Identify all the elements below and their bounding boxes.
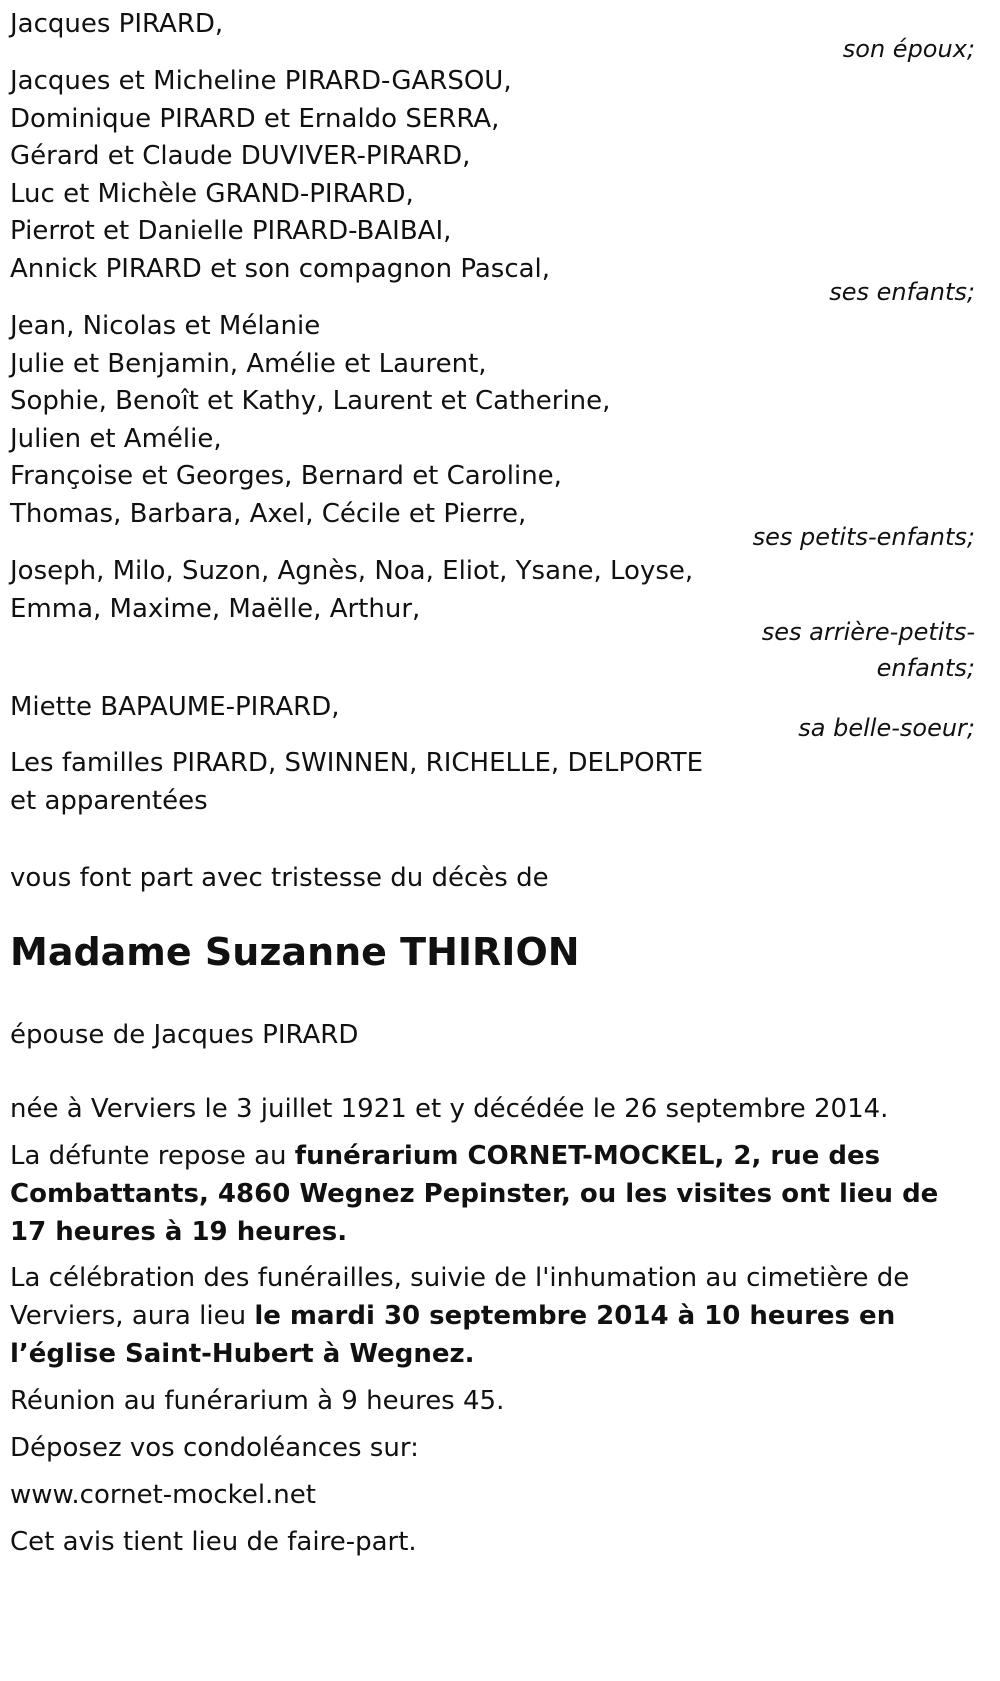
- sister-in-law-role: sa belle-soeur;: [798, 714, 975, 742]
- families-line: Les familles PIRARD, SWINNEN, RICHELLE, DELPORTE: [10, 748, 704, 778]
- husband-name: Jacques PIRARD,: [10, 9, 224, 39]
- children-section: [10, 63, 985, 306]
- meeting-text: Réunion au funérarium à 9 heures 45.: [10, 1386, 505, 1416]
- rest-intro: La défunte repose au: [10, 1141, 295, 1171]
- families-section: [10, 745, 985, 820]
- great-grandchildren-section: [10, 553, 985, 682]
- child-line: Annick PIRARD et son compagnon Pascal,: [10, 253, 551, 284]
- notice-text: Cet avis tient lieu de faire-part.: [10, 1527, 417, 1557]
- grandchild-line: Julien et Amélie,: [10, 423, 222, 454]
- grandchildren-role: ses petits-enfants;: [752, 523, 975, 551]
- announcement-text: vous font part avec tristesse du décès de: [10, 863, 549, 893]
- grandchild-line: Jean, Nicolas et Mélanie: [10, 311, 321, 341]
- grandchildren-section: [10, 308, 985, 551]
- great-grandchildren-role-line2: enfants;: [876, 654, 975, 682]
- child-line: Gérard et Claude DUVIVER-PIRARD,: [10, 141, 471, 171]
- deceased-name: Madame Suzanne THIRION: [10, 930, 580, 974]
- ceremony-when: le mardi 30 septembre 2014 à 10 heures en l’église Saint-Hubert à Wegnez.: [10, 1301, 896, 1369]
- great-grandchild-line: Emma, Maxime, Maëlle, Arthur,: [10, 593, 421, 624]
- birth-death-text: née à Verviers le 3 juillet 1921 et y décédée le 26 septembre 2014.: [10, 1094, 889, 1124]
- website-link[interactable]: www.cornet-mockel.net: [10, 1480, 316, 1510]
- great-grandchild-line: Joseph, Milo, Suzon, Agnès, Noa, Eliot, Ysane, Loyse,: [10, 556, 694, 586]
- rest-paragraph: [10, 1137, 975, 1251]
- husband-role: son époux;: [842, 35, 975, 63]
- ceremony-paragraph: [10, 1259, 975, 1373]
- grandchild-line: Françoise et Georges, Bernard et Caroline,: [10, 461, 562, 491]
- husband-section: [10, 4, 985, 63]
- deceased-spouse: épouse de Jacques PIRARD: [10, 1020, 359, 1050]
- families-line: et apparentées: [10, 785, 208, 816]
- ceremony-intro: La célébration des funérailles, suivie de l'inhumation au cimetière de Verviers, aura lieu: [10, 1263, 910, 1331]
- grandchild-line: Thomas, Barbara, Axel, Cécile et Pierre,: [10, 498, 527, 529]
- sister-in-law-name: Miette BAPAUME-PIRARD,: [10, 692, 340, 722]
- great-grandchildren-role-line1: ses arrière-petits-: [761, 618, 975, 646]
- child-line: Luc et Michèle GRAND-PIRARD,: [10, 178, 414, 209]
- grandchild-line: Sophie, Benoît et Kathy, Laurent et Catherine,: [10, 386, 611, 416]
- children-role: ses enfants;: [829, 278, 975, 306]
- rest-place: funérarium CORNET-MOCKEL, 2, rue des Combattants, 4860 Wegnez Pepinster, ou les visites ont lieu de 17 heures à 19 heures.: [10, 1141, 939, 1247]
- details-section: [10, 1089, 975, 1562]
- sister-in-law-section: [10, 687, 985, 742]
- child-line: Dominique PIRARD et Ernaldo SERRA,: [10, 103, 500, 134]
- grandchild-line: Julie et Benjamin, Amélie et Laurent,: [10, 348, 487, 379]
- child-line: Pierrot et Danielle PIRARD-BAIBAI,: [10, 216, 452, 246]
- child-line: Jacques et Micheline PIRARD-GARSOU,: [10, 66, 512, 96]
- condolences-text: Déposez vos condoléances sur:: [10, 1433, 419, 1463]
